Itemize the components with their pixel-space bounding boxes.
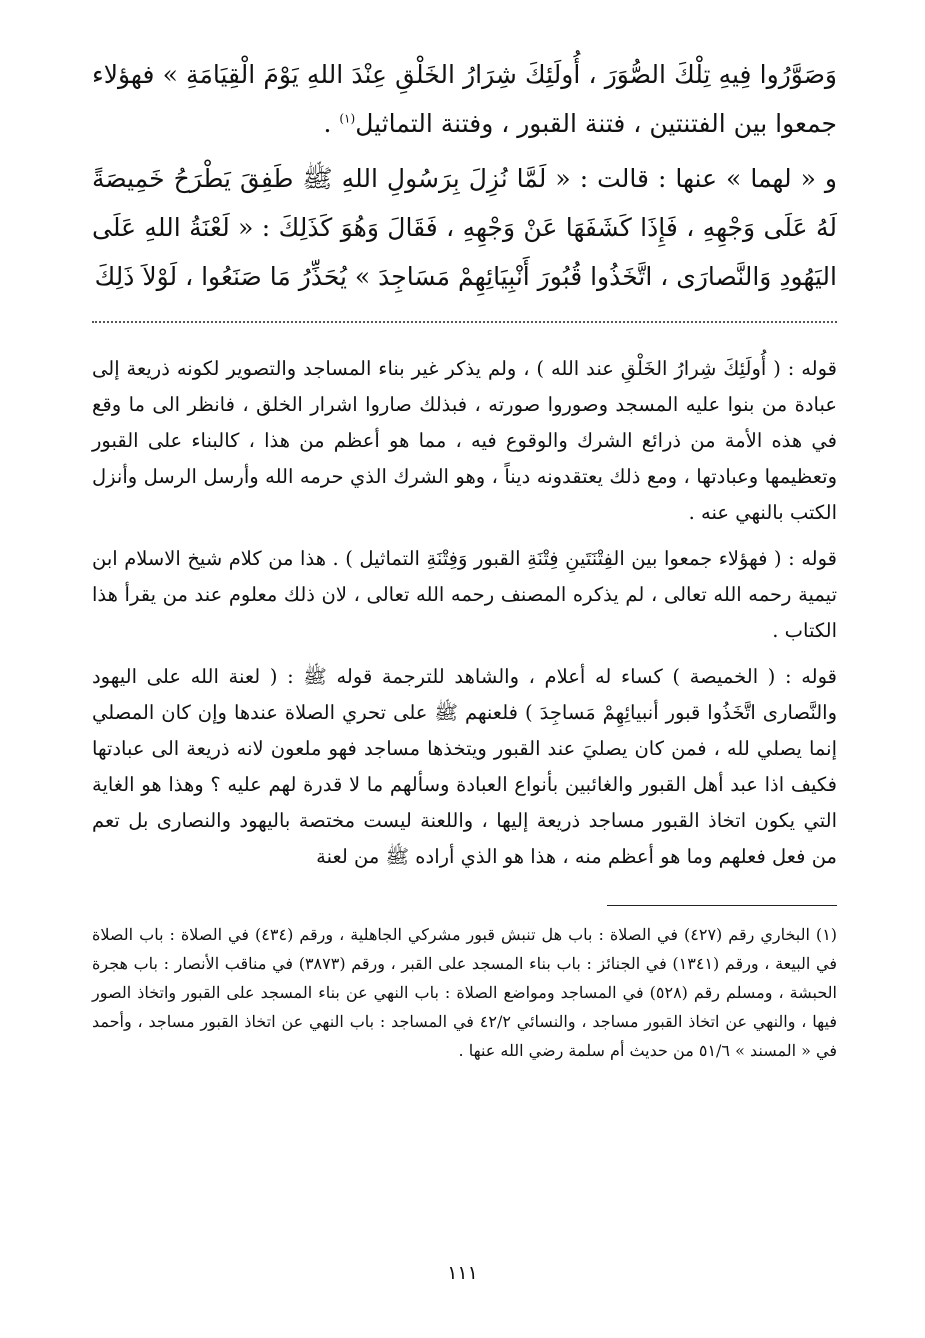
commentary-paragraph: قوله : ( فهؤلاء جمعوا بين الفِتْنَتَينِ فِتْنَةِ القبور وَفِتْنَةِ التماثيل ) . هذا من كلام شيخ الاسلام ابن تيمية رحمه الله تعالى ، لم يذكره المصنف رحمه الله تعالى ، لان ذلك معلوم عند من يقرأ هذا الكتاب . [92,547,837,642]
commentary-paragraph: قوله : ( الخميصة ) كساء له أعلام ، والشاهد للترجمة قوله ﷺ : ( لعنة الله على اليهود والنَّصارى اتَّخَذُوا قبور أنبيائِهِمْ مَساجِدَ ) فلعنهم ﷺ على تحري الصلاة عندها وإن كان المصلي إنما يصلي لله ، فمن كان يصليَ عند القبور ويتخذها مساجد فهو ملعون لانه ذريعة الى عبادتها فكيف اذا عبد أهل القبور والغائبين بأنواع العبادة وسألهم ما لا قدرة لهم عليه ؟ وهذا هو الغاية التي يكون اتخاذ القبور مساجد ذريعة إليها ، واللعنة ليست مختصة باليهود والنصارى بل تعم من فعل فعلهم وما هو أعظم منه ، هذا هو الذي أراده ﷺ من لعنة [92,665,837,868]
page-body [92,50,837,1065]
footnote-reference: (١) [339,111,356,126]
main-text [92,50,837,301]
main-paragraph-2: و « لهما » عنها : قالت : « لَمَّا نُزِلَ بِرَسُولِ اللهِ ﷺ طَفِقَ يَطْرَحُ خَمِيصَةً لَهُ عَلَى وَجْهِهِ ، فَإِذَا كَشَفَهَا عَنْ وَجْهِهِ ، فَقَالَ وَهُوَ كَذَلِكَ : « لَعْنَةُ اللهِ عَلَى اليَهُودِ وَالنَّصارَى ، اتَّخَذُوا قُبُورَ أَنْبِيَائِهِمْ مَسَاجِدَ » يُحَذِّرُ مَا صَنَعُوا ، لَوْلاَ ذَلِكَ [92,164,837,291]
footnote-1: (١) البخاري رقم (٤٢٧) في الصلاة : باب هل تنبش قبور مشركي الجاهلية ، ورقم (٤٣٤) في الصلاة : باب الصلاة في البيعة ، ورقم (١٣٤١) في الجنائز : باب بناء المسجد على القبر ، ورقم (٣٨٧٣) في مناقب الأنصار : باب هجرة الحبشة ، ومسلم رقم (٥٢٨) في المساجد ومواضع الصلاة : باب النهي عن بناء المسجد على القبور واتخاذ الصور فيها ، والنهي عن اتخاذ القبور مساجد ، والنسائي ٤٢/٢ في المساجد : باب النهي عن اتخاذ القبور مساجد ، وأحمد في « المسند » ٥١/٦ من حديث أم سلمة رضي الله عنها . [92,925,838,1060]
dotted-separator [92,321,837,323]
commentary-section [92,351,837,875]
commentary-paragraph: قوله : ( أُولَئِكَ شِرارُ الخَلْقِ عند الله ) ، ولم يذكر غير بناء المساجد والتصوير لكونه ذريعة إلى عبادة من بنوا عليه المسجد وصوروا صورته ، فبذلك صاروا اشرار الخلق ، فانظر الى ما وقع في هذه الأمة من ذرائع الشرك والوقوع فيه ، مما هو أعظم من هذا ، كالبناء على القبور وتعظيمها وعبادتها ، ومع ذلك يعتقدونه ديناً ، وهو الشرك الذي حرمه الله وأرسل الرسل وأنزل الكتب بالنهي عنه . [92,357,837,524]
footnotes-section [92,920,837,1065]
main-paragraph-1-text: وَصَوَّرُوا فِيهِ تِلْكَ الصُّوَرَ ، أُولَئِكَ شِرَارُ الخَلْقِ عِنْدَ اللهِ يَوْمَ الْقِيَامَةِ » فهؤلاء جمعوا بين الفتنتين ، فتنة القبور ، وفتنة التماثيل [92,60,837,138]
page-number: ١١١ [447,1262,478,1284]
footnote-rule [607,905,837,906]
main-paragraph-1 [92,50,837,148]
main-paragraph-1-end: . [323,109,340,138]
